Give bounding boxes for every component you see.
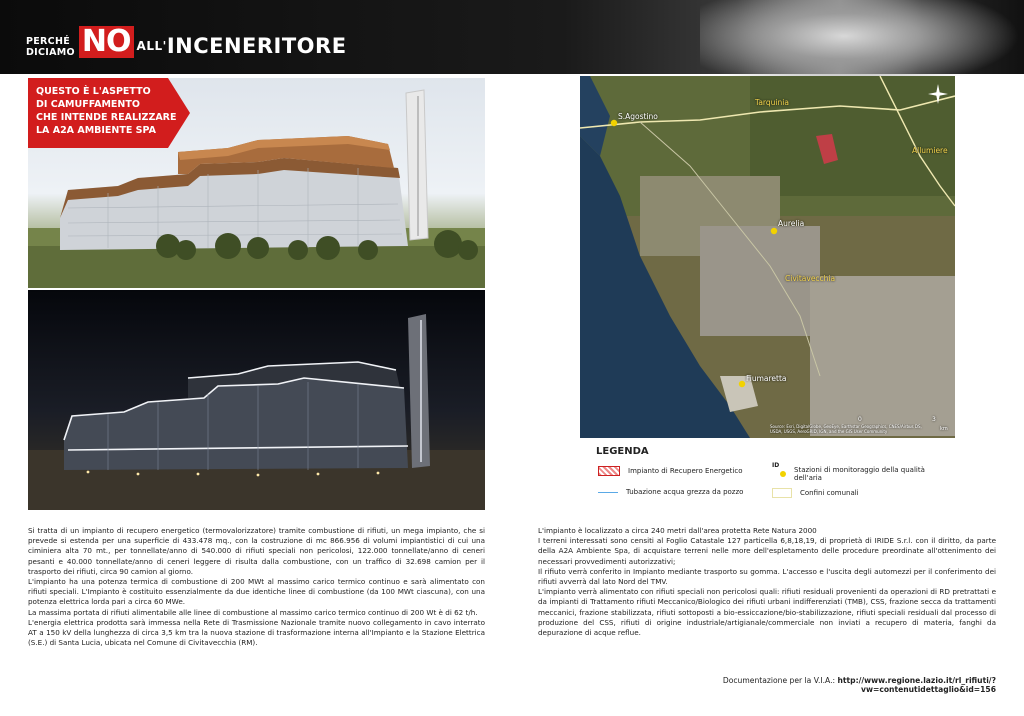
left-paragraph-1: Si tratta di un impianto di recupero energetico (termovalorizzatore) tramite combustione di rifiuti, un mega impianto, che si prevede si estenda per una superficie di 433.478 mq., con la costruzione di mc 866.956 di volumi impiantistici di cui una ciminiera alta 70 mt., per tonnellate/anno di 540.000 di rifiuti speciali non pericolosi, 122.000 tonnellate/anno di ceneri pesanti e 40.000 tonnellate/anno di ceneri leggere di risulta dalla combustione, con un traffico di 32.698 camion per il trasporto dei rifiuti, circa 90 camion al giorno. — [28, 526, 485, 576]
map-scale-unit: km — [940, 426, 948, 432]
left-paragraph-3: La massima portata di rifiuti alimentabile alle linee di combustione al massimo carico termico continuo di 200 Wt è di 62 t/h. — [28, 607, 478, 617]
map-label-fiumaretta: Fiumaretta — [746, 374, 787, 383]
doc-prefix: Documentazione per la V.I.A.: — [722, 676, 836, 685]
banner-line-4: LA A2A AMBIENTE SPA — [36, 125, 156, 136]
right-paragraph-1: L'impianto è localizzato a circa 240 metri dall'area protetta Rete Natura 2000 — [538, 526, 817, 535]
brand-small-line-2: DICIAMO — [26, 47, 75, 58]
brand-main — [137, 34, 347, 58]
banner-text — [36, 85, 186, 137]
left-paragraph-4: L'energia elettrica prodotta sarà immessa nella Rete di Trasmissione Nazionale tramite nuovo collegamento in cavo interrato AT a 150 kV della lunghezza di circa 3,5 km tra la nuova stazione di trasformazione interna all'Impianto e la Stazione Elettrica (S.E.) di Santa Lucia, ubicata nel Comune di Civitavecchia (RM). — [28, 617, 485, 648]
brand-no: NO — [79, 26, 134, 58]
legend-label: Confini comunali — [800, 489, 859, 497]
satellite-map — [580, 76, 955, 438]
banner-line-2: DI CAMUFFAMENTO — [36, 99, 140, 110]
legend-item-pipeline — [598, 488, 743, 496]
banner-line-3: CHE INTENDE REALIZZARE — [36, 112, 177, 123]
blue-line-icon — [598, 492, 618, 493]
camouflage-banner — [28, 78, 190, 148]
map-scale-3: 3 — [932, 416, 936, 423]
right-paragraph-2: I terreni interessati sono censiti al Foglio Catastale 127 particella 6,8,18,19, di proprietà di IRIDE S.r.l. con il diritto, da parte della A2A Ambiente Spa, di acquistare terreni nelle more dell'espletamento delle procedure preordinate all'ottenimento dei necessari provvedimenti autorizzativi; — [538, 536, 996, 566]
brand-main-word: INCENERITORE — [166, 34, 347, 58]
map-attribution: Source: Esri, DigitalGlobe, GeoEye, Earthstar Geographics, CNES/Airbus DS, USDA, USGS, AeroGRID, IGN, and the GIS User Community — [770, 424, 922, 434]
hatch-swatch-icon — [598, 466, 620, 476]
right-paragraph-4: L'impianto verrà alimentato con rifiuti speciali non pericolosi quali: rifiuti residuali provenienti da operazioni di RD pretrattati e da impianti di Trattamento rifiuti Meccanico/Biologico dei rifiuti urbani indifferenziati (TMB), CSS, frazione secca da trattamenti meccanici, frazione stabilizzata, rifiuti sottoposti a bio-essiccazione/bio-stabilizzazione, rifiuti speciali residuali dal processo di produzione del CSS, rifiuti di origine industriale/artigianale/commerciale non inviati a recupero di materia, fanghi da depurazione di acque reflue. — [538, 587, 996, 638]
legend-item-stations — [772, 462, 972, 482]
legend-label: Tubazione acqua grezza da pozzo — [626, 488, 744, 496]
map-legend — [596, 446, 976, 506]
doc-url-link[interactable]: http://www.regione.lazio.it/rl_rifiuti/?vw=contenutidettaglio&id=156 — [837, 676, 996, 694]
legend-title: LEGENDA — [596, 446, 649, 457]
left-text-column — [28, 526, 485, 648]
legend-id-label: ID — [772, 462, 780, 469]
left-paragraph-2: L'impianto ha una potenza termica di combustione di 200 MWt al massimo carico termico continuo e sarà alimentato con rifiuti speciali. L'Impianto è costituito essenzialmente da due identiche linee di combustione (da 100 MWt ciascuna), con una potenza elettrica lorda pari a circa 60 MWe. — [28, 577, 485, 607]
map-label-s-agostino: S.Agostino — [618, 112, 658, 121]
map-scale-0: 0 — [858, 416, 862, 423]
brand-small-line-1: PERCHÉ — [26, 36, 70, 47]
map-label-aurelia: Aurelia — [778, 219, 805, 228]
legend-label: Stazioni di monitoraggio della qualità dell'aria — [794, 466, 925, 482]
map-label-civitavecchia: Civitavecchia — [785, 274, 836, 283]
right-text-column — [538, 526, 996, 638]
right-paragraph-3: Il rifiuto verrà conferito in Impianto mediante trasporto su gomma. L'accesso e l'uscita degli automezzi per il conferimento dei rifiuti avverrà dal lato Nord del TMV. — [538, 566, 996, 587]
legend-item-borders — [772, 488, 859, 498]
yellow-dot-icon — [780, 471, 786, 477]
border-box-icon — [772, 488, 792, 498]
brand-small-text — [26, 36, 75, 58]
map-label-tarquinia: Tarquinia — [755, 98, 789, 107]
banner-line-1: QUESTO È L'ASPETTO — [36, 86, 151, 97]
legend-item-plant — [598, 466, 742, 476]
via-documentation — [610, 676, 996, 694]
incinerator-night-render — [28, 290, 485, 510]
brand-all: ALL' — [136, 39, 167, 53]
brand-logo — [26, 26, 347, 58]
map-label-allumiere: Allumiere — [912, 146, 948, 155]
legend-label: Impianto di Recupero Energetico — [628, 467, 743, 475]
